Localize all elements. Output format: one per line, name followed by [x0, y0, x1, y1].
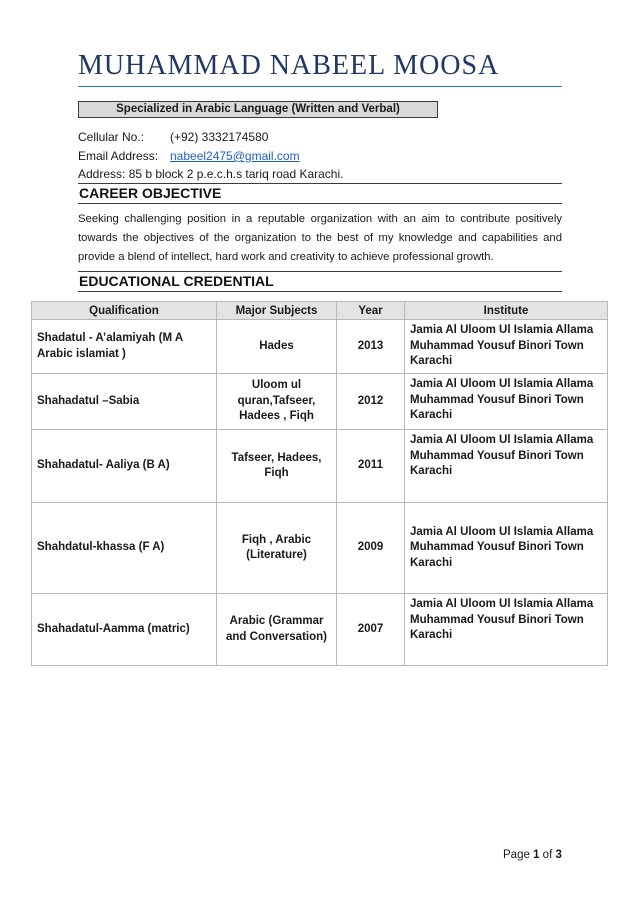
institute-cell: Jamia Al Uloom Ul Islamia Allama Muhammad Yousuf Binori Town Karachi — [405, 320, 608, 374]
column-header-qualification: Qualification — [32, 302, 217, 320]
column-header-subjects: Major Subjects — [217, 302, 337, 320]
page-footer — [503, 849, 562, 861]
career-objective-text: Seeking challenging position in a reputable organization with an aim to contribute positively towards the objectives of the organization to the best of my knowledge and capabilities and provide a blend of intellect, hard work and creativity to achieve professional growth. — [78, 213, 562, 263]
education-heading: EDUCATIONAL CREDENTIAL — [78, 271, 562, 292]
qualification-cell: Shahadatul-Aamma (matric) — [32, 594, 217, 666]
table-row — [32, 320, 608, 374]
subjects-cell: Fiqh , Arabic (Literature) — [217, 503, 337, 594]
table-row — [32, 374, 608, 430]
year-cell: 2013 — [337, 320, 405, 374]
of-word: of — [542, 849, 553, 861]
subjects-cell: Uloom ul quran,Tafseer, Hadees , Fiqh — [217, 374, 337, 430]
cellular-row — [78, 130, 269, 144]
table-row — [32, 503, 608, 594]
education-table — [31, 301, 608, 666]
cellular-value: (+92) 3332174580 — [170, 130, 269, 144]
year-cell: 2009 — [337, 503, 405, 594]
institute-cell: Jamia Al Uloom Ul Islamia Allama Muhammad Yousuf Binori Town Karachi — [405, 594, 608, 666]
email-link[interactable]: nabeel2475@gmail.com — [170, 149, 300, 163]
candidate-name: MUHAMMAD NABEEL MOOSA — [78, 50, 500, 81]
career-objective-heading: CAREER OBJECTIVE — [78, 183, 562, 204]
qualification-cell: Shahadatul- Aaliya (B A) — [32, 430, 217, 503]
table-header-row — [32, 302, 608, 320]
institute-cell: Jamia Al Uloom Ul Islamia Allama Muhammad Yousuf Binori Town Karachi — [405, 374, 608, 430]
table-row — [32, 430, 608, 503]
email-row — [78, 149, 300, 163]
qualification-cell: Shahdatul-khassa (F A) — [32, 503, 217, 594]
institute-cell: Jamia Al Uloom Ul Islamia Allama Muhammad Yousuf Binori Town Karachi — [405, 430, 608, 503]
year-cell: 2012 — [337, 374, 405, 430]
qualification-cell: Shahadatul –Sabia — [32, 374, 217, 430]
current-page-number: 1 — [533, 849, 540, 861]
cellular-label: Cellular No.: — [78, 130, 145, 144]
subjects-cell: Hades — [217, 320, 337, 374]
name-underline — [78, 86, 562, 87]
email-label: Email Address: — [78, 149, 159, 163]
address-line: Address: 85 b block 2 p.e.c.h.s tariq road Karachi. — [78, 167, 344, 181]
column-header-year: Year — [337, 302, 405, 320]
subjects-cell: Tafseer, Hadees, Fiqh — [217, 430, 337, 503]
year-cell: 2011 — [337, 430, 405, 503]
table-row — [32, 594, 608, 666]
qualification-cell: Shadatul - A’alamiyah (M A Arabic islamiat ) — [32, 320, 217, 374]
specialization-banner: Specialized in Arabic Language (Written and Verbal) — [78, 101, 438, 118]
page-word: Page — [503, 849, 530, 861]
column-header-institute: Institute — [405, 302, 608, 320]
subjects-cell: Arabic (Grammar and Conversation) — [217, 594, 337, 666]
institute-cell: Jamia Al Uloom Ul Islamia Allama Muhammad Yousuf Binori Town Karachi — [405, 503, 608, 594]
year-cell: 2007 — [337, 594, 405, 666]
total-page-number: 3 — [555, 849, 562, 861]
